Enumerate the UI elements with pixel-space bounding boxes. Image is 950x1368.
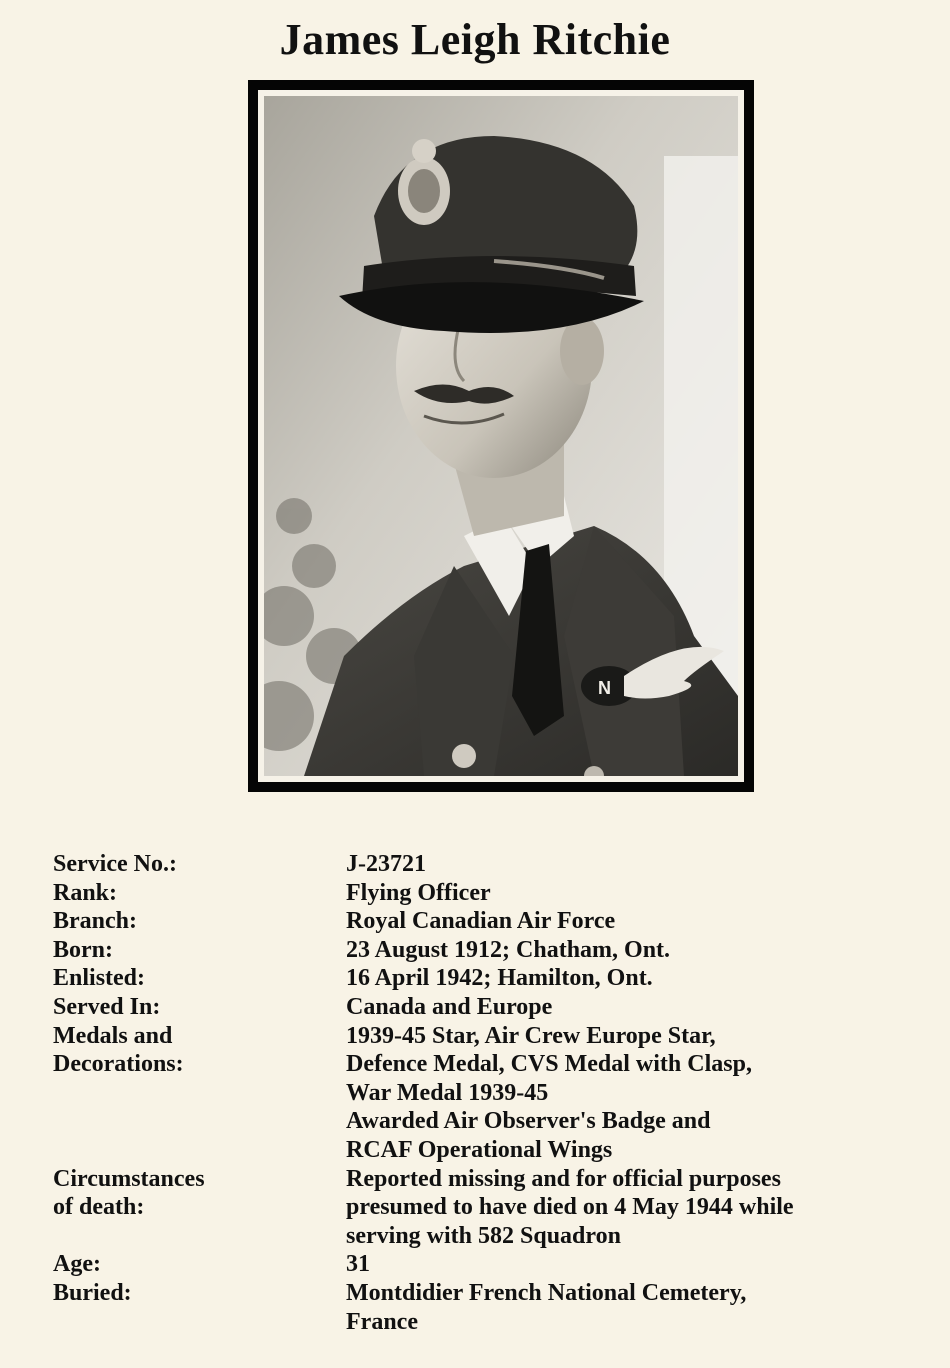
detail-value xyxy=(346,879,913,908)
detail-label xyxy=(53,964,346,993)
photo-mat xyxy=(258,90,744,782)
detail-label-line: Age: xyxy=(53,1251,101,1278)
portrait-illustration xyxy=(264,96,738,776)
detail-label-line: Branch: xyxy=(53,908,137,935)
detail-value xyxy=(346,1250,913,1279)
detail-value-line: Reported missing and for official purposes xyxy=(346,1165,781,1192)
detail-value-line: RCAF Operational Wings xyxy=(346,1136,613,1163)
svg-text:N: N xyxy=(598,678,611,698)
detail-label xyxy=(53,1279,346,1336)
detail-value-line: France xyxy=(346,1308,418,1335)
detail-value xyxy=(346,964,913,993)
detail-label-line: Enlisted: xyxy=(53,965,146,992)
detail-value-line: Awarded Air Observer's Badge and xyxy=(346,1108,711,1135)
detail-value xyxy=(346,993,913,1022)
detail-label xyxy=(53,850,346,879)
detail-label-line: Service No.: xyxy=(53,851,177,877)
detail-row xyxy=(53,1250,913,1279)
detail-value xyxy=(346,1165,913,1251)
detail-value-line: Defence Medal, CVS Medal with Clasp, xyxy=(346,1051,752,1078)
detail-label-line: Buried: xyxy=(53,1279,132,1306)
detail-value-line: Flying Officer xyxy=(346,879,491,906)
page-title: James Leigh Ritchie xyxy=(279,15,671,64)
uniform-button-icon xyxy=(452,744,476,768)
detail-label xyxy=(53,993,346,1022)
detail-value-line: 31 xyxy=(346,1251,370,1278)
detail-row xyxy=(53,964,913,993)
detail-label-line: Circumstances xyxy=(53,1165,205,1192)
detail-value-line: presumed to have died on 4 May 1944 while xyxy=(346,1194,794,1221)
detail-row xyxy=(53,993,913,1022)
detail-value-line: 16 April 1942; Hamilton, Ont. xyxy=(346,965,653,992)
detail-label-line: Served In: xyxy=(53,993,161,1020)
detail-label-line: Rank: xyxy=(53,879,118,906)
portrait-photo xyxy=(264,96,738,776)
detail-label-line: Decorations: xyxy=(53,1051,184,1078)
detail-value-line: War Medal 1939-45 xyxy=(346,1079,549,1106)
detail-value xyxy=(346,907,913,936)
detail-label xyxy=(53,1165,346,1251)
detail-label xyxy=(53,1250,346,1279)
detail-row xyxy=(53,1165,913,1251)
detail-value-line: Montdidier French National Cemetery, xyxy=(346,1279,747,1306)
detail-row xyxy=(53,879,913,908)
detail-value xyxy=(346,850,913,879)
detail-value xyxy=(346,1022,913,1165)
detail-row xyxy=(53,1279,913,1336)
detail-value-line: 23 August 1912; Chatham, Ont. xyxy=(346,936,671,963)
detail-value-line: 1939-45 Star, Air Crew Europe Star, xyxy=(346,1022,716,1049)
photo-frame xyxy=(248,80,754,792)
detail-row xyxy=(53,907,913,936)
service-details xyxy=(53,850,913,1336)
detail-row xyxy=(53,936,913,965)
detail-value-line: Royal Canadian Air Force xyxy=(346,908,616,935)
detail-label xyxy=(53,1022,346,1165)
detail-label-line: Medals and xyxy=(53,1022,173,1049)
detail-row xyxy=(53,850,913,879)
detail-label xyxy=(53,907,346,936)
detail-label xyxy=(53,936,346,965)
detail-label-line: of death: xyxy=(53,1194,145,1221)
detail-value-line: Canada and Europe xyxy=(346,993,553,1020)
detail-value-line: J-23721 xyxy=(346,851,426,877)
detail-label-line: Born: xyxy=(53,936,113,963)
detail-label xyxy=(53,879,346,908)
detail-value-line: serving with 582 Squadron xyxy=(346,1222,621,1249)
detail-value xyxy=(346,936,913,965)
detail-value xyxy=(346,1279,913,1336)
detail-row xyxy=(53,1022,913,1165)
